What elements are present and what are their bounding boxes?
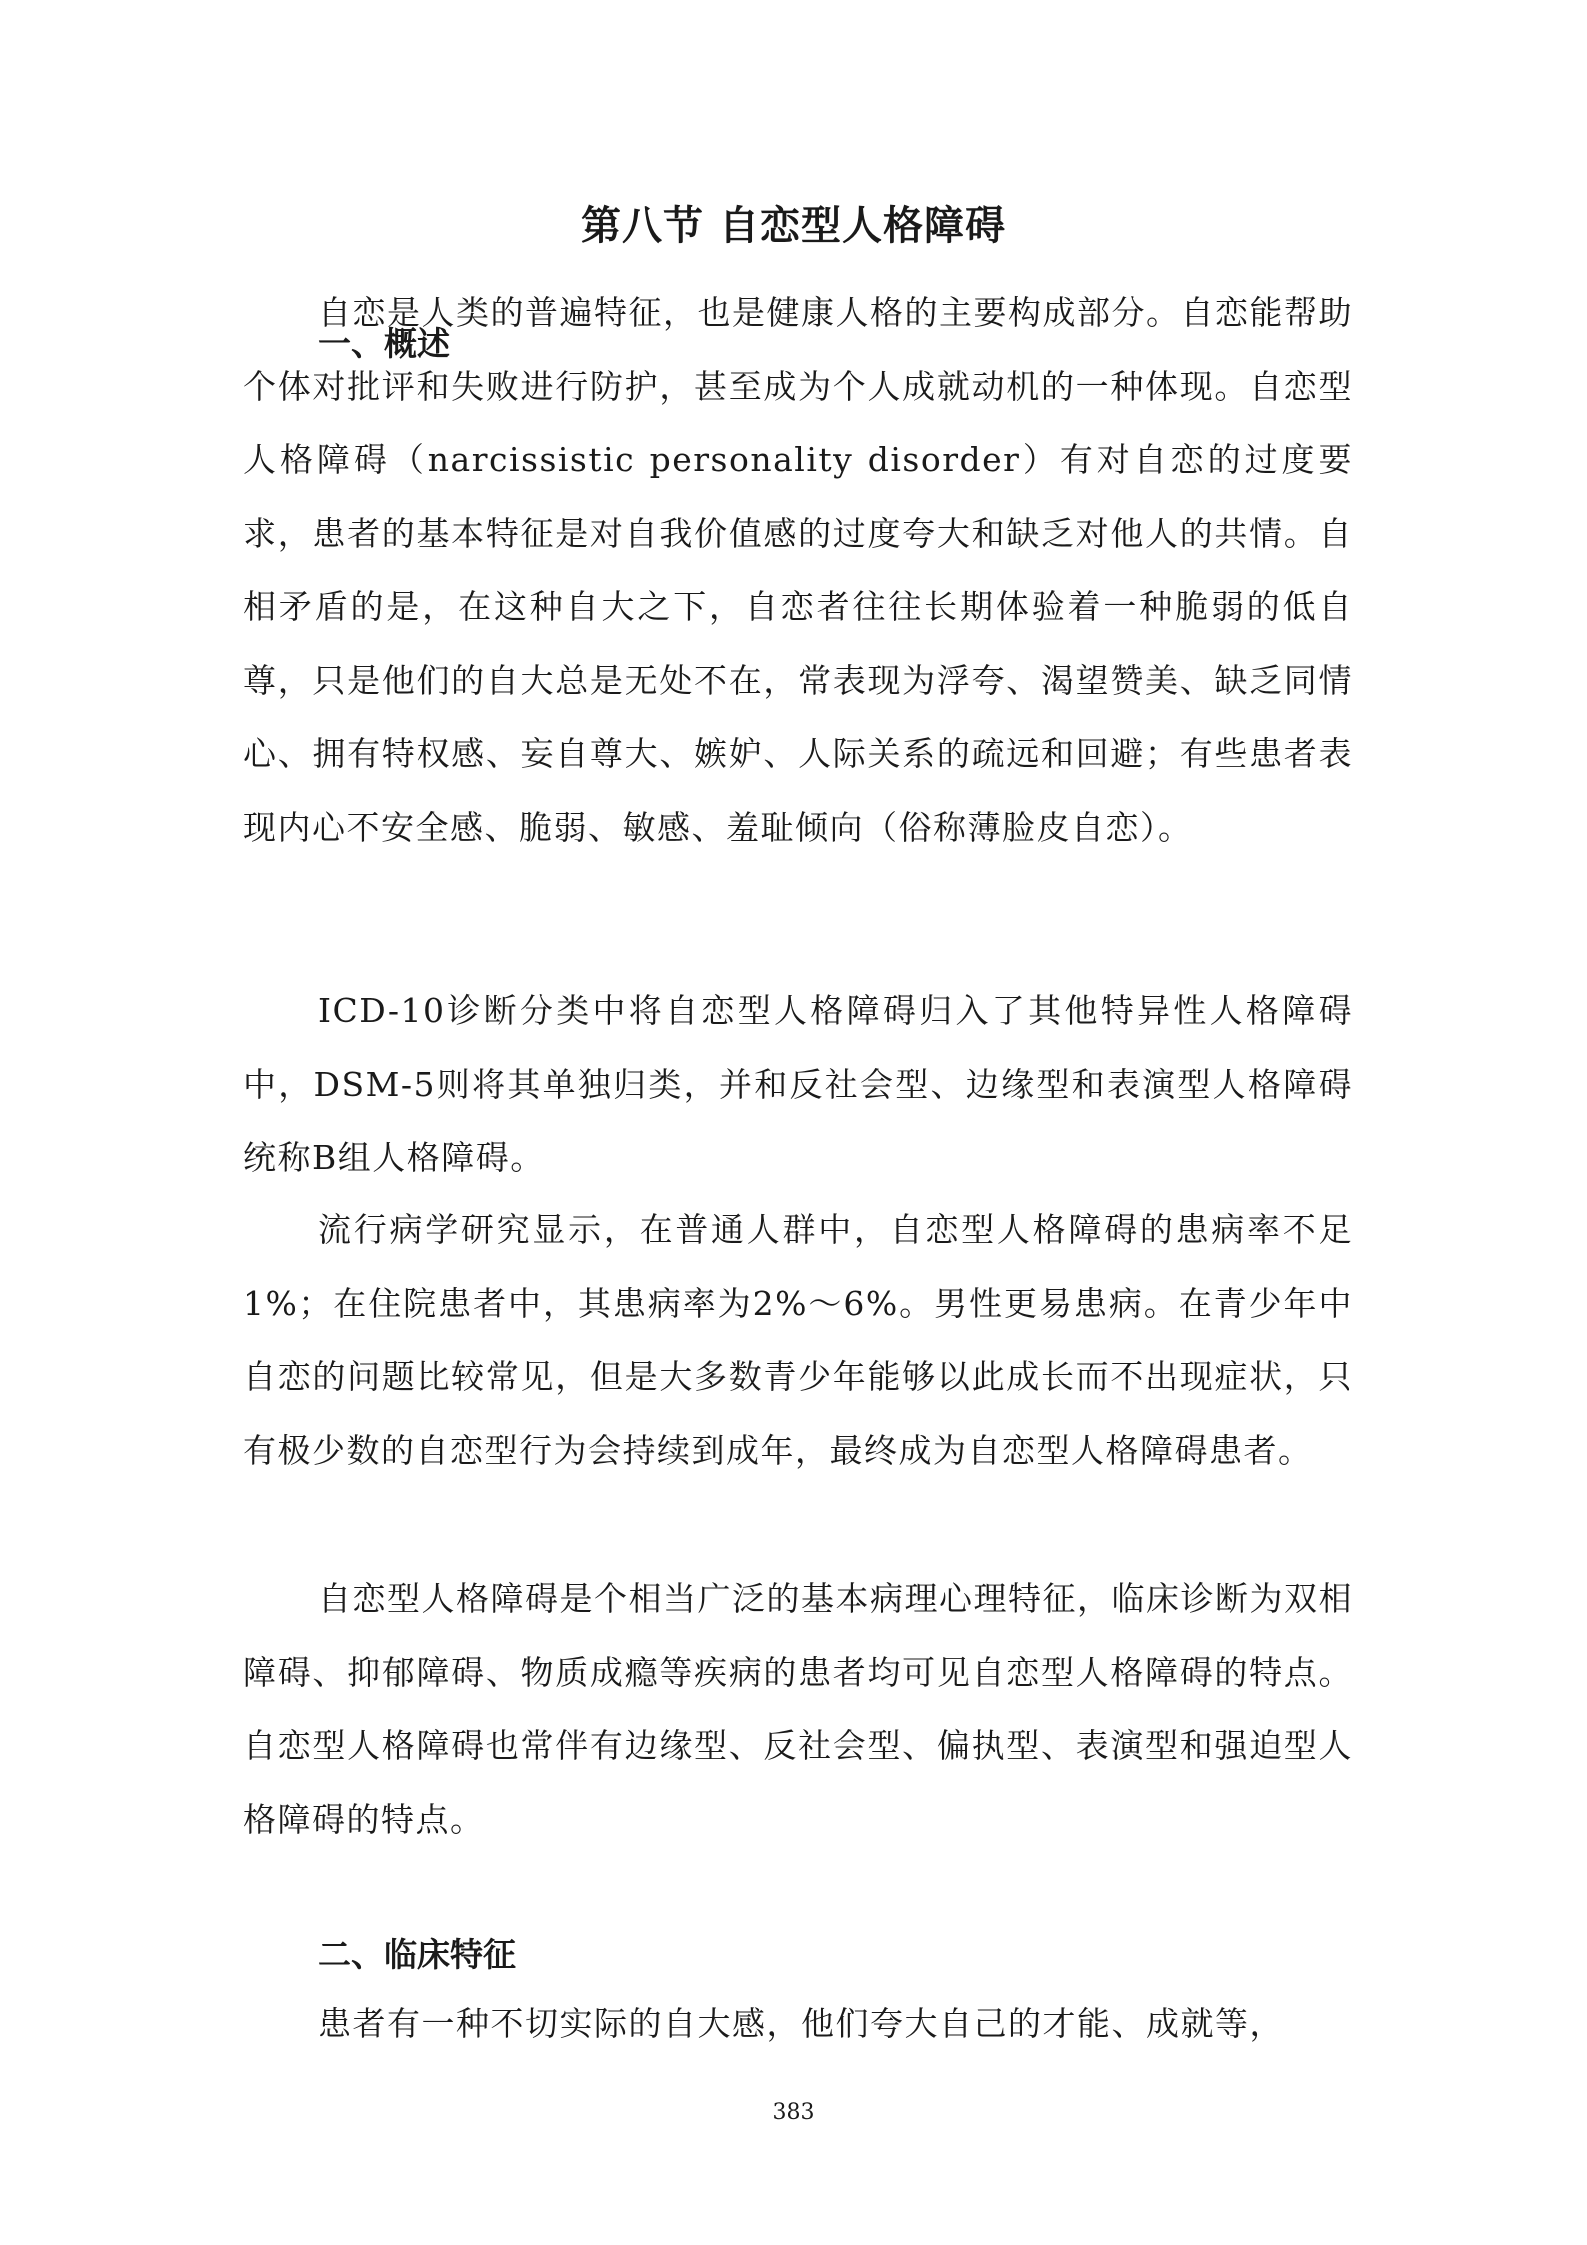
heading-clinical-features: 二、临床特征	[318, 1935, 516, 1974]
paragraph-icd-dsm: ICD-10诊断分类中将自恋型人格障碍归入了其他特异性人格障碍中，DSM-5则将其单独归类，并和反社会型、边缘型和表演型人格障碍统称B组人格障碍。	[243, 991, 1353, 1177]
paragraph-epidemiology: 流行病学研究显示，在普通人群中，自恋型人格障碍的患病率不足1%；在住院患者中，其患病率为2%～6%。男性更易患病。在青少年中自恋的问题比较常见，但是大多数青少年能够以此成长而不出现症状，只有极少数的自恋型行为会持续到成年，最终成为自恋型人格障碍患者。	[243, 1210, 1353, 1470]
heading-overview: 一、概述	[318, 324, 450, 363]
paragraph-clinical-intro: 患者有一种不切实际的自大感，他们夸大自己的才能、成就等，	[318, 2004, 1284, 2043]
section-title: 第八节 自恋型人格障碍	[581, 203, 1006, 249]
page-number: 383	[772, 2100, 815, 2125]
paragraph-comorbidity: 自恋型人格障碍是个相当广泛的基本病理心理特征，临床诊断为双相障碍、抑郁障碍、物质成瘾等疾病的患者均可见自恋型人格障碍的特点。自恋型人格障碍也常伴有边缘型、反社会型、偏执型、表演型和强迫型人格障碍的特点。	[243, 1579, 1353, 1839]
paragraph-overview-intro: 自恋是人类的普遍特征，也是健康人格的主要构成部分。自恋能帮助个体对批评和失败进行防护，甚至成为个人成就动机的一种体现。自恋型人格障碍（narcissistic personality disorder）有对自恋的过度要求，患者的基本特征是对自我价值感的过度夸大和缺乏对他人的共情。自相矛盾的是，在这种自大之下，自恋者往往长期体验着一种脆弱的低自尊，只是他们的自大总是无处不在，常表现为浮夸、渴望赞美、缺乏同情心、拥有特权感、妄自尊大、嫉妒、人际关系的疏远和回避；有些患者表现内心不安全感、脆弱、敏感、羞耻倾向（俗称薄脸皮自恋）。	[243, 293, 1353, 847]
